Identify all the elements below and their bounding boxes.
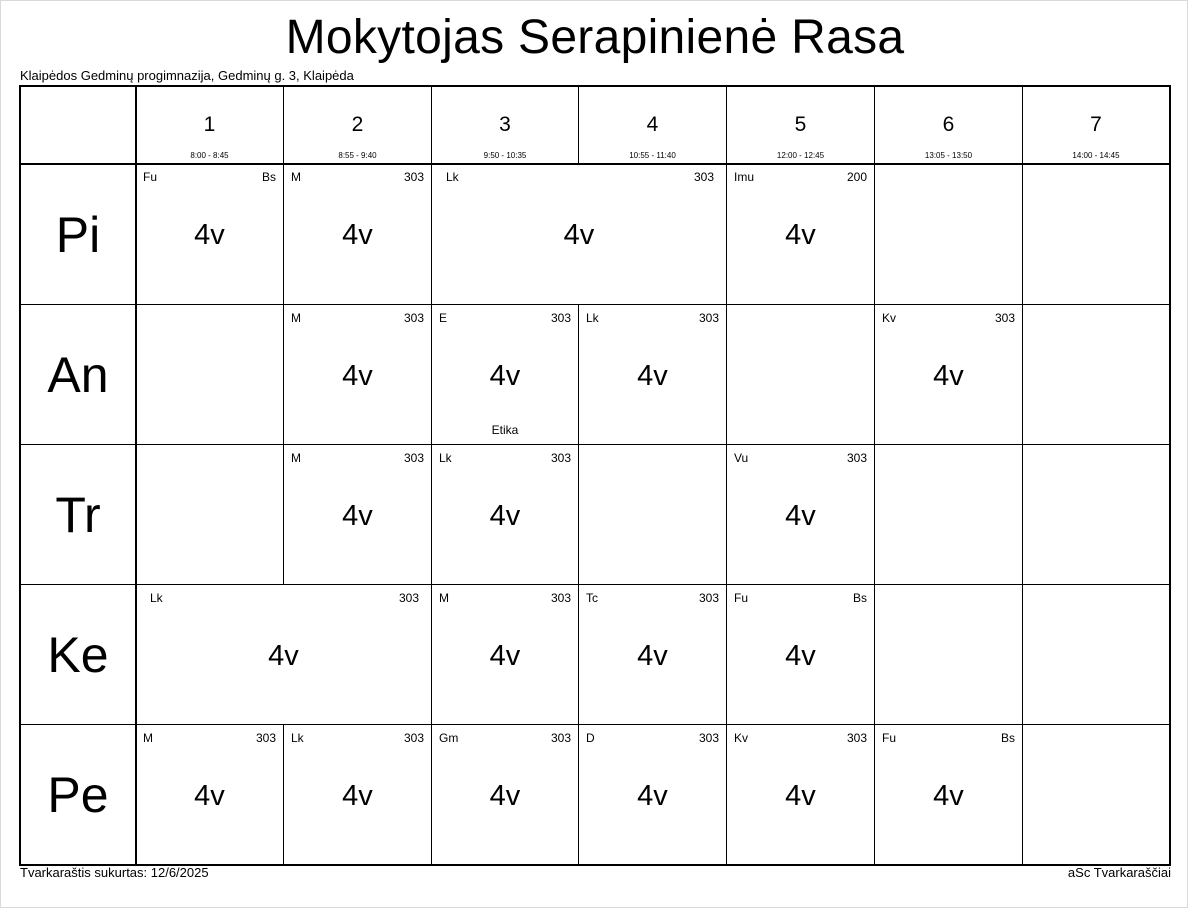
school-address: Klaipėdos Gedminų progimnazija, Gedminų g. 3, Klaipėda xyxy=(20,68,354,83)
lesson-cell-an-3 xyxy=(432,305,578,444)
lesson-subject: Fu xyxy=(143,170,158,184)
lesson-room: 303 xyxy=(403,311,424,325)
lesson-room: 303 xyxy=(403,731,424,745)
lesson-cell-ke-1-2 xyxy=(136,585,431,724)
lesson-cell-pi-5 xyxy=(727,164,874,304)
lesson-room: 303 xyxy=(846,731,867,745)
day-label-tr: Tr xyxy=(55,487,101,543)
period-number: 3 xyxy=(499,113,511,136)
day-label-ke: Ke xyxy=(47,627,109,683)
row-divider xyxy=(21,444,1169,445)
lesson-subject: Vu xyxy=(734,451,749,465)
lesson-cell-pe-1 xyxy=(136,725,283,864)
lesson-class: 4v xyxy=(785,500,816,532)
day-label-pe: Pe xyxy=(47,767,109,823)
lesson-subject: Lk xyxy=(446,170,459,184)
brand-label: aSc Tvarkaraščiai xyxy=(1067,865,1171,880)
lesson-class: 4v xyxy=(933,780,964,812)
lesson-room: Bs xyxy=(261,170,276,184)
page-title: Mokytojas Serapinienė Rasa xyxy=(285,11,905,64)
lesson-room: 303 xyxy=(693,170,714,184)
day-label-pi: Pi xyxy=(55,207,101,263)
period-header-4 xyxy=(579,87,726,164)
lesson-class: 4v xyxy=(563,219,595,251)
period-number: 6 xyxy=(942,113,955,136)
lesson-class: 4v xyxy=(489,640,521,672)
lesson-class: 4v xyxy=(342,500,373,532)
lesson-room: Bs xyxy=(852,591,867,605)
day-label-an: An xyxy=(47,347,109,403)
lesson-room: 303 xyxy=(994,311,1015,325)
lesson-cell-pe-3 xyxy=(432,725,578,864)
lesson-room: 303 xyxy=(698,731,719,745)
lesson-cell-pi-2 xyxy=(284,164,431,304)
lesson-subject: M xyxy=(439,591,449,605)
lesson-class: 4v xyxy=(489,500,521,532)
period-number: 2 xyxy=(351,113,364,136)
lesson-class: 4v xyxy=(194,780,225,812)
lesson-subject: Tc xyxy=(586,591,598,605)
lesson-class: 4v xyxy=(637,640,668,672)
period-time: 8:00 - 8:45 xyxy=(190,151,229,160)
created-date: Tvarkaraštis sukurtas: 12/6/2025 xyxy=(20,865,209,880)
lesson-subject: Fu xyxy=(882,731,897,745)
period-number: 7 xyxy=(1090,113,1102,136)
lesson-room: 303 xyxy=(398,591,419,605)
lesson-class: 4v xyxy=(342,360,373,392)
lesson-class: 4v xyxy=(933,360,964,392)
lesson-cell-tr-3 xyxy=(432,445,578,584)
lesson-class: 4v xyxy=(785,640,816,672)
lesson-class: 4v xyxy=(637,360,668,392)
lesson-cell-pe-6 xyxy=(875,725,1022,864)
lesson-room: 303 xyxy=(550,731,571,745)
lesson-class: 4v xyxy=(489,360,521,392)
lesson-cell-an-4 xyxy=(579,305,726,444)
lesson-room: 303 xyxy=(698,591,719,605)
lesson-subject: Lk xyxy=(150,591,163,605)
lesson-subject: Lk xyxy=(439,451,452,465)
period-header-1 xyxy=(136,87,283,164)
period-time: 10:55 - 11:40 xyxy=(629,151,676,160)
lesson-class: 4v xyxy=(268,640,299,672)
lesson-subject: M xyxy=(291,451,301,465)
period-time: 9:50 - 10:35 xyxy=(483,151,527,160)
lesson-subject: E xyxy=(439,311,448,325)
lesson-cell-an-6 xyxy=(875,305,1022,444)
lesson-subject: M xyxy=(291,311,301,325)
period-header-7 xyxy=(1023,87,1169,164)
period-number: 5 xyxy=(794,113,807,136)
lesson-cell-ke-4 xyxy=(579,585,726,724)
lesson-cell-pe-4 xyxy=(579,725,726,864)
lesson-class: 4v xyxy=(489,780,521,812)
lesson-class: 4v xyxy=(637,780,668,812)
lesson-room: 303 xyxy=(255,731,276,745)
period-time: 12:00 - 12:45 xyxy=(776,151,825,160)
lesson-note: Etika xyxy=(491,423,519,437)
period-header-6 xyxy=(875,87,1022,164)
lesson-room: 303 xyxy=(846,451,867,465)
lesson-room: Bs xyxy=(1000,731,1015,745)
lesson-cell-pi-3-4 xyxy=(432,164,726,304)
period-header-5 xyxy=(727,87,874,164)
lesson-cell-pe-5 xyxy=(727,725,874,864)
lesson-subject: D xyxy=(586,731,595,745)
lesson-subject: M xyxy=(143,731,153,745)
lesson-subject: Fu xyxy=(734,591,749,605)
period-time: 8:55 - 9:40 xyxy=(338,151,377,160)
lesson-room: 303 xyxy=(550,591,571,605)
lesson-cell-tr-5 xyxy=(727,445,874,584)
lesson-class: 4v xyxy=(194,219,225,251)
lesson-cell-pe-2 xyxy=(284,725,431,864)
lesson-subject: M xyxy=(291,170,301,184)
lesson-room: 303 xyxy=(698,311,719,325)
lesson-class: 4v xyxy=(342,780,373,812)
lesson-class: 4v xyxy=(785,780,816,812)
lesson-cell-ke-3 xyxy=(432,585,578,724)
lesson-room: 200 xyxy=(846,170,867,184)
column-divider xyxy=(1022,87,1023,864)
lesson-subject: Imu xyxy=(734,170,755,184)
lesson-subject: Lk xyxy=(291,731,304,745)
period-time: 13:05 - 13:50 xyxy=(924,151,973,160)
lesson-cell-ke-5 xyxy=(727,585,874,724)
lesson-room: 303 xyxy=(403,451,424,465)
lesson-class: 4v xyxy=(342,219,373,251)
timetable-grid xyxy=(19,85,1171,866)
lesson-subject: Kv xyxy=(734,731,749,745)
period-number: 4 xyxy=(646,113,659,136)
period-header-3 xyxy=(432,87,578,164)
lesson-subject: Gm xyxy=(439,731,459,745)
lesson-subject: Kv xyxy=(882,311,897,325)
lesson-subject: Lk xyxy=(586,311,599,325)
period-number: 1 xyxy=(203,113,216,136)
lesson-cell-tr-2 xyxy=(284,445,431,584)
lesson-room: 303 xyxy=(403,170,424,184)
period-header-2 xyxy=(284,87,431,164)
lesson-cell-pi-1 xyxy=(136,164,283,304)
lesson-cell-an-2 xyxy=(284,305,431,444)
period-time: 14:00 - 14:45 xyxy=(1072,151,1120,160)
lesson-room: 303 xyxy=(550,451,571,465)
lesson-class: 4v xyxy=(785,219,816,251)
lesson-room: 303 xyxy=(550,311,571,325)
